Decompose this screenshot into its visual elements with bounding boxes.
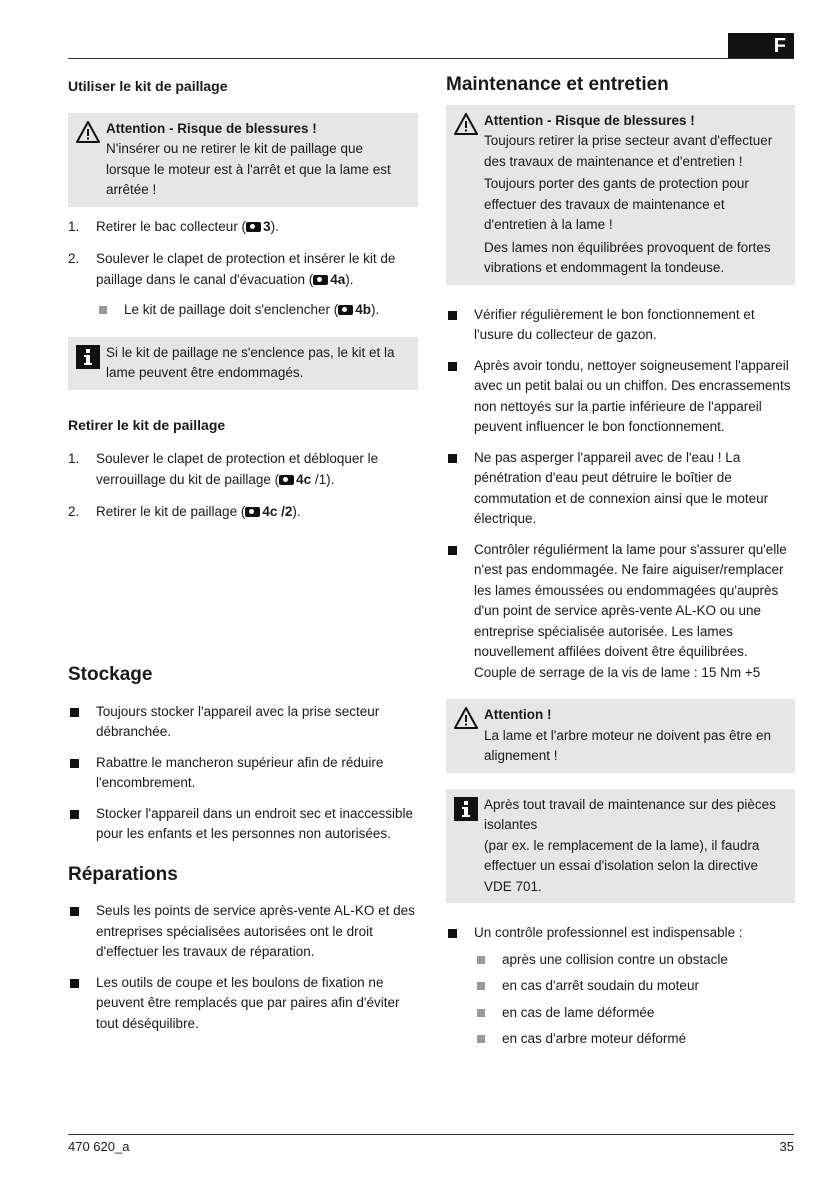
list-item xyxy=(446,448,795,530)
footer-doc-number: 470 620_a xyxy=(68,1139,130,1154)
warning-triangle-icon xyxy=(454,113,478,135)
list-item-text: Seuls les points de service après-vente AL-KO et des entreprises spécialisées autorisées ont le droit d'effectuer les travaux de réparation. xyxy=(96,903,415,959)
warning-title: Attention - Risque de blessures ! xyxy=(484,112,695,128)
step-text: Soulever le clapet de protection et débloquer le verrouillage du kit de paillage ( xyxy=(96,451,379,487)
figure-ref: 4b xyxy=(355,302,371,317)
list-item-text: Vérifier régulièrement le bon fonctionnement et l'usure du collecteur de gazon. xyxy=(474,306,755,342)
figure-ref: 4c xyxy=(296,471,312,487)
list-item-text: Rabattre le mancheron supérieur afin de réduire l'encombrement. xyxy=(96,754,384,790)
left-column xyxy=(68,76,418,523)
sub-bullet xyxy=(446,1003,795,1024)
step-1 xyxy=(68,449,418,490)
list-item xyxy=(68,753,418,794)
sub-bullet-text: Le kit de paillage doit s'enclencher ( xyxy=(124,302,339,317)
bullet-square-icon xyxy=(477,982,485,990)
warning-line: Toujours retirer la prise secteur avant d'effectuer des travaux de maintenance et d'entretien ! xyxy=(484,133,773,169)
bullet-square-icon xyxy=(477,1035,485,1043)
sub-bullet-text: en cas d'arrêt soudain du moteur xyxy=(502,978,699,993)
info-line: Après tout travail de maintenance sur des pièces isolantes xyxy=(484,796,776,832)
step-2 xyxy=(68,502,418,523)
header-rule xyxy=(68,58,794,59)
attention-box-alignment xyxy=(446,699,795,773)
warning-box-mulching xyxy=(68,113,418,207)
step-end: ). xyxy=(345,271,354,287)
sub-bullet xyxy=(446,950,795,971)
info-text: Si le kit de paillage ne s'enclence pas, le kit et la lame peuvent être endommagés. xyxy=(106,344,395,380)
footer-rule xyxy=(68,1134,794,1135)
bullet-square-icon xyxy=(448,311,457,320)
warning-title: Attention - Risque de blessures ! xyxy=(106,120,317,136)
camera-icon xyxy=(245,507,260,517)
list-item xyxy=(68,901,418,963)
bullet-square-icon xyxy=(70,979,79,988)
step-text: Retirer le kit de paillage ( xyxy=(96,504,246,519)
sub-bullet-text: en cas de lame déformée xyxy=(502,1004,655,1020)
list-item xyxy=(446,305,795,346)
step-end: /1). xyxy=(311,471,335,487)
info-icon xyxy=(76,345,100,369)
list-item xyxy=(68,804,418,845)
sub-bullet-end: ). xyxy=(370,302,380,317)
bullet-square-icon xyxy=(448,454,457,463)
camera-icon xyxy=(246,222,261,232)
bullet-square-icon xyxy=(477,1009,485,1017)
list-item-text: Toujours stocker l'appareil avec la prise secteur débranchée. xyxy=(96,703,380,739)
list-item xyxy=(446,356,795,438)
attention-text: La lame et l'arbre moteur ne doivent pas être en alignement ! xyxy=(484,727,771,763)
step-end: ). xyxy=(292,504,301,519)
list-item-text: Ne pas asperger l'appareil avec de l'eau ! La pénétration d'eau peut détruire le boîtier de commutation et de connexion ainsi que le moteur électrique. xyxy=(474,449,769,526)
section-title-use-mulching: Utiliser le kit de paillage xyxy=(68,78,228,94)
bullet-square-icon xyxy=(70,708,79,717)
bullet-square-icon xyxy=(448,362,457,371)
step-number: 1. xyxy=(68,218,80,234)
list-item-text: Un contrôle professionnel est indispensable : xyxy=(474,925,743,940)
info-icon xyxy=(454,797,478,821)
camera-icon xyxy=(338,305,353,315)
camera-icon xyxy=(279,475,294,485)
list-item xyxy=(446,923,795,944)
section-title-repairs: Réparations xyxy=(68,863,178,885)
step-number: 2. xyxy=(68,504,80,519)
step-2 xyxy=(68,249,418,290)
bullet-square-icon xyxy=(70,759,79,768)
list-item-text: Contrôler réguliérment la lame pour s'assurer qu'elle n'est pas endommagée. Ne faire aiguiser/remplacer les lames émoussées ou endommagées qu'auprès d'un point de service après-vente AL-KO ou une entreprise spécialisée autorisée. Les lames nouvellement affilées doivent être équilibrées. xyxy=(474,541,787,659)
footer-page-number: 35 xyxy=(779,1139,794,1154)
bullet-square-icon xyxy=(70,907,79,916)
warning-text: N'insérer ou ne retirer le kit de paillage que lorsque le moteur est à l'arrêt et que la lame est arrêtée ! xyxy=(106,141,391,197)
sub-bullet-text: en cas d'arbre moteur déformé xyxy=(502,1031,687,1046)
step-end: ). xyxy=(270,218,279,234)
list-item-text: Après avoir tondu, nettoyer soigneusement l'appareil avec un petit balai ou un chiffon. Des encrassements non nettoyés sur la partie inférieure de l'appareil peuvent influencer le bon fonctionnement. xyxy=(474,357,791,434)
warning-line: Des lames non équilibrées provoquent de fortes vibrations et endommagent la tondeuse. xyxy=(484,239,771,275)
sub-bullet-text: après une collision contre un obstacle xyxy=(502,951,728,967)
torque-spec: Couple de serrage de la vis de lame : 15 Nm +5 xyxy=(474,664,761,680)
sub-bullet xyxy=(68,300,418,321)
warning-triangle-icon xyxy=(76,121,100,143)
bullet-square-icon xyxy=(70,810,79,819)
attention-title: Attention ! xyxy=(484,707,552,722)
step-number: 2. xyxy=(68,251,80,266)
step-text: Retirer le bac collecteur ( xyxy=(96,218,247,234)
list-item-text: Les outils de coupe et les boulons de fixation ne peuvent être remplacés que par paires afin d'éviter tout déséquilibre. xyxy=(96,974,400,1031)
warning-line: Toujours porter des gants de protection pour effectuer des travaux de maintenance et d'entretien à la lame ! xyxy=(484,176,749,232)
right-column xyxy=(446,75,795,1050)
list-item xyxy=(68,973,418,1035)
storage-section xyxy=(68,665,418,1034)
info-box-mulching xyxy=(68,337,418,390)
section-title-maintenance: Maintenance et entretien xyxy=(446,74,669,95)
language-tab: F xyxy=(728,33,794,59)
list-item xyxy=(68,702,418,743)
info-box-insulation xyxy=(446,789,795,904)
info-line: (par ex. le remplacement de la lame), il faudra effectuer un essai d'isolation selon la directive VDE 701. xyxy=(484,837,760,894)
warning-box-maintenance xyxy=(446,105,795,285)
figure-ref: 3 xyxy=(263,218,271,234)
list-item xyxy=(446,540,795,684)
list-item-text: Stocker l'appareil dans un endroit sec et inaccessible pour les enfants et les personnes non autorisées. xyxy=(96,805,414,841)
step-number: 1. xyxy=(68,451,80,466)
section-title-storage: Stockage xyxy=(68,664,153,685)
bullet-square-icon xyxy=(448,546,457,555)
figure-ref: 4a xyxy=(330,271,346,287)
bullet-square-icon xyxy=(448,929,457,938)
step-1 xyxy=(68,217,418,238)
sub-bullet xyxy=(446,976,795,997)
sub-bullet xyxy=(446,1029,795,1050)
camera-icon xyxy=(313,275,328,285)
bullet-square-icon xyxy=(477,956,485,964)
figure-ref: 4c /2 xyxy=(262,504,293,519)
section-title-remove-mulching: Retirer le kit de paillage xyxy=(68,416,226,433)
step-text: Soulever le clapet de protection et insérer le kit de paillage dans le canal d'évacuation ( xyxy=(96,251,396,287)
bullet-square-icon xyxy=(99,306,107,314)
warning-triangle-icon xyxy=(454,707,478,729)
